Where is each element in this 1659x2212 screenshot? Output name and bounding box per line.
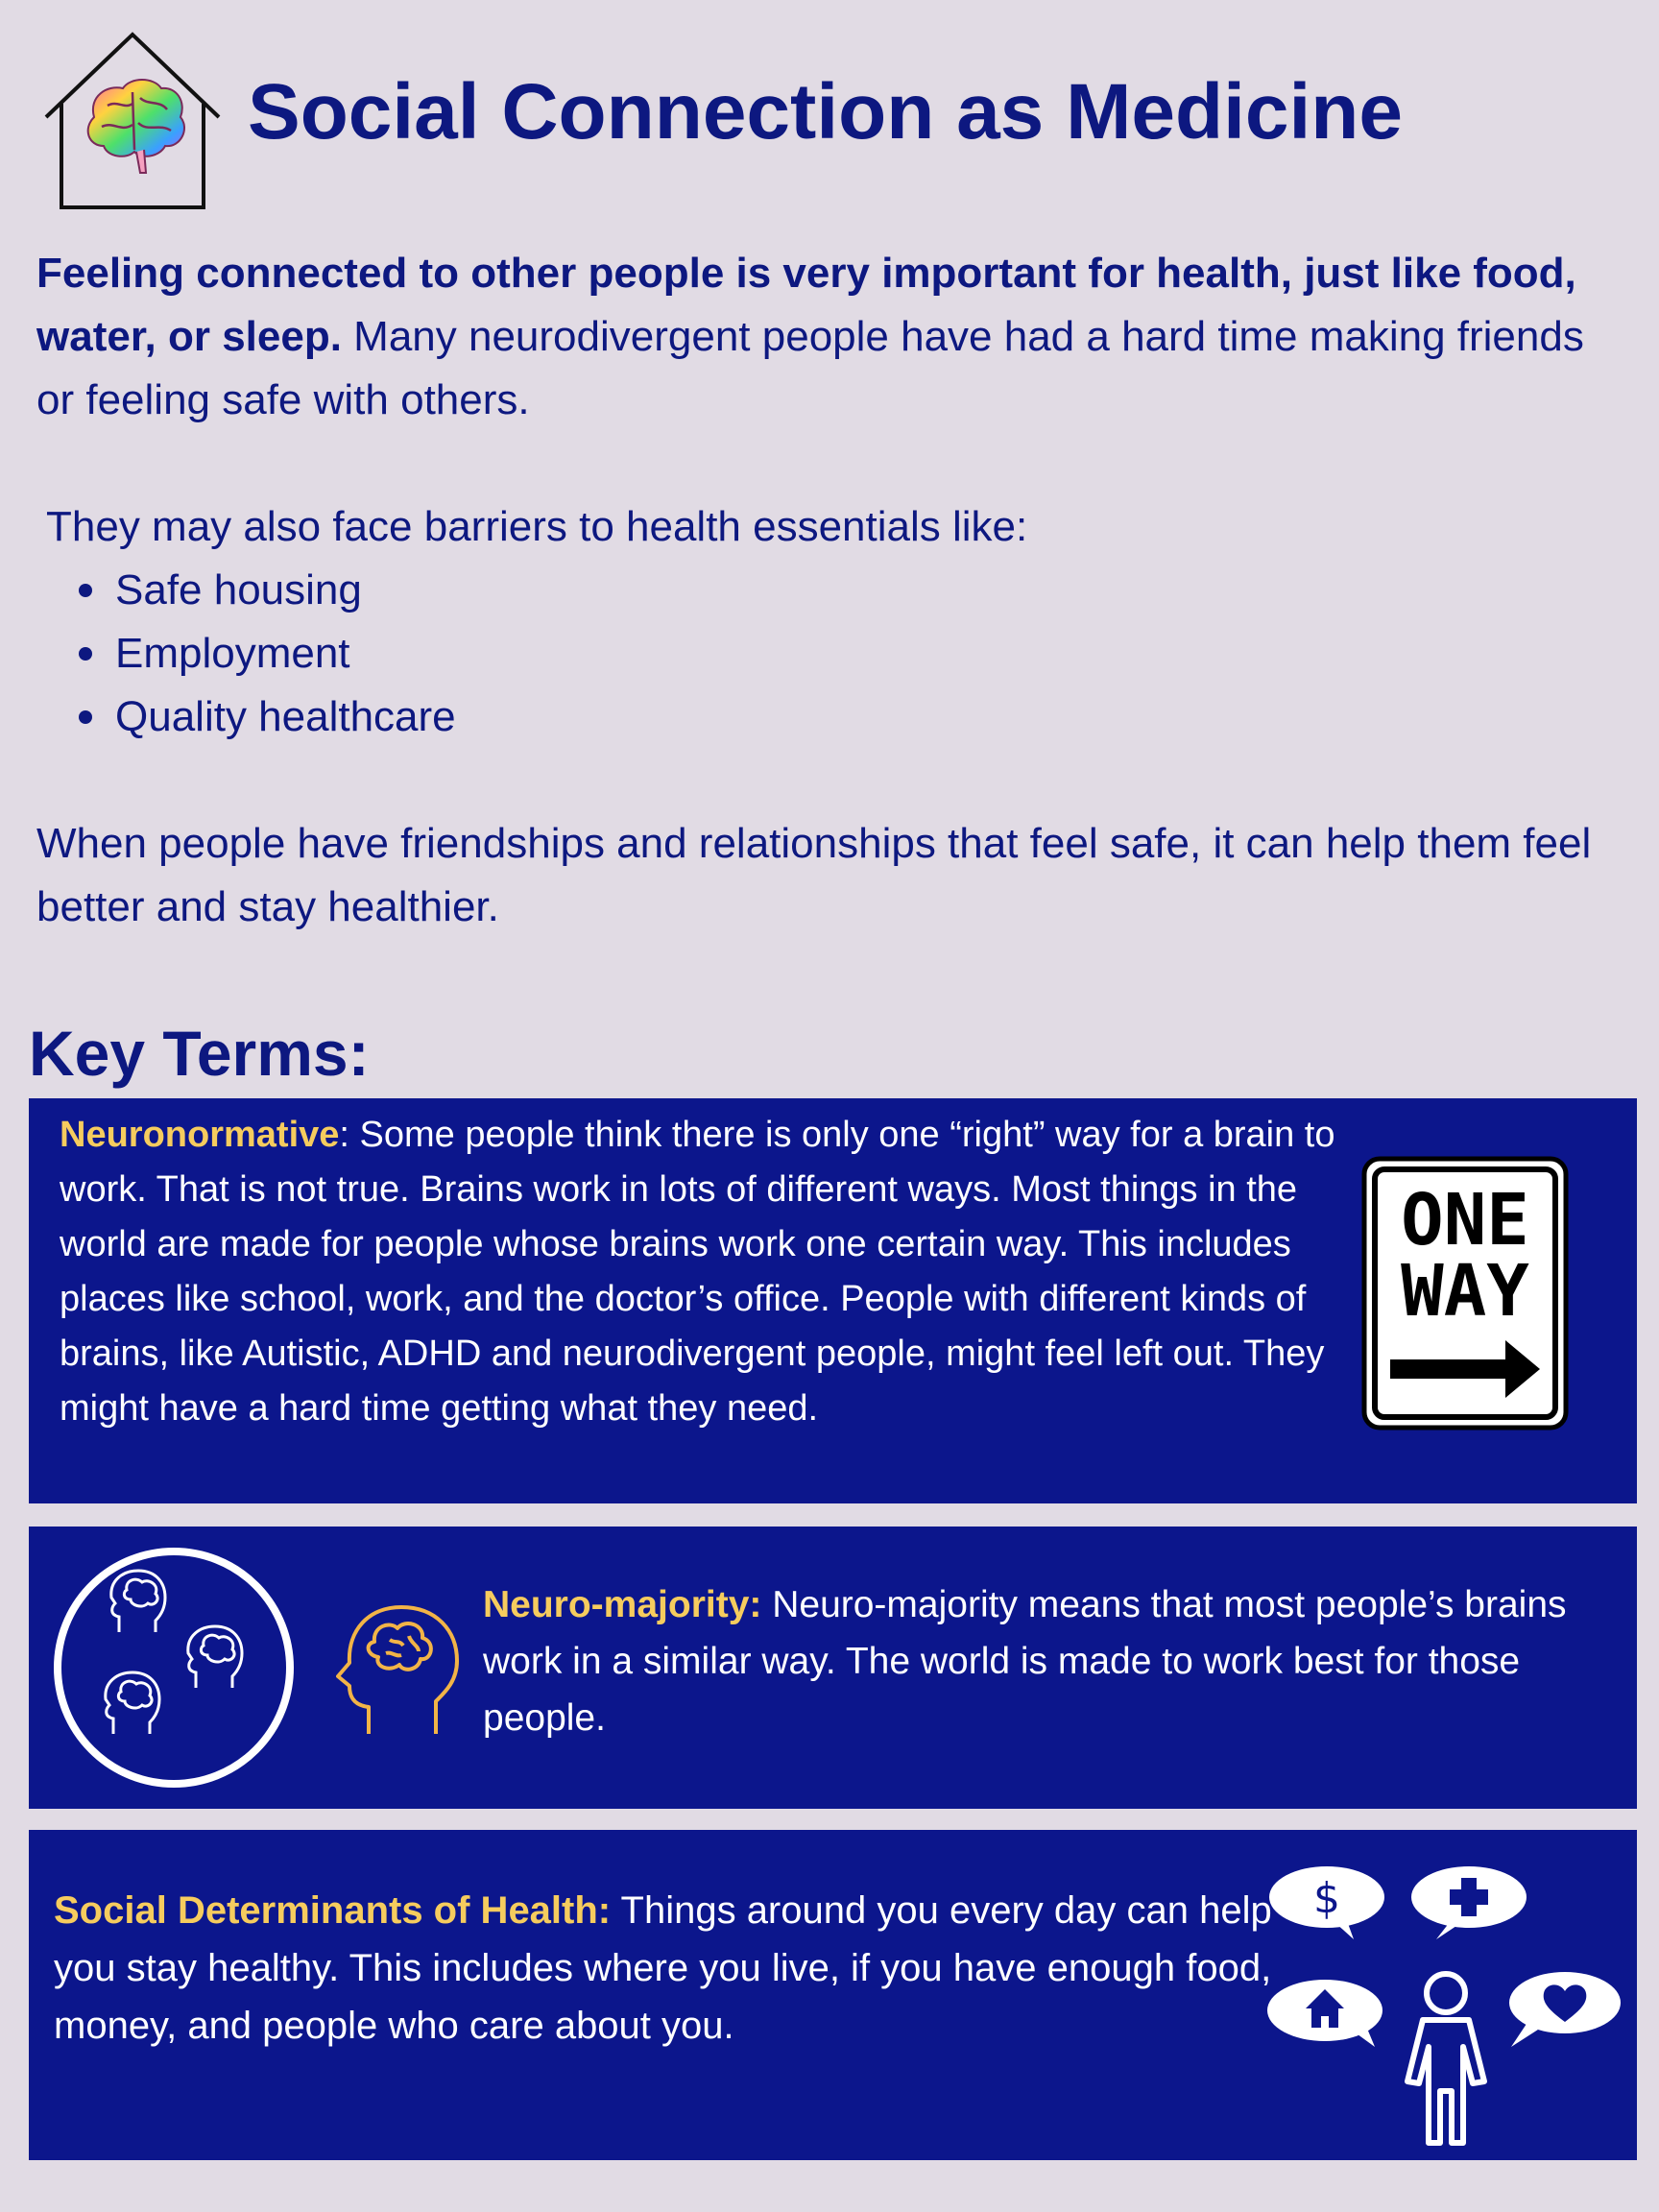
sdoh-definition xyxy=(54,1882,1283,2055)
head-brain-icon xyxy=(336,1601,461,1736)
page-title: Social Connection as Medicine xyxy=(248,68,1403,156)
bullet-icon xyxy=(79,647,92,661)
sdoh-card xyxy=(29,1830,1637,2160)
neuronormative-term: Neuronormative xyxy=(60,1115,340,1155)
bullet-icon xyxy=(79,710,92,724)
sign-line-one: ONE xyxy=(1401,1179,1529,1262)
barriers-lead: They may also face barriers to health essentials like: xyxy=(46,503,1028,550)
neuronormative-definition xyxy=(60,1108,1346,1436)
barriers-list xyxy=(75,559,456,749)
home-icon xyxy=(1267,1980,1382,2047)
list-item-label: Employment xyxy=(115,630,350,677)
sdoh-text: Things around you every day can help you stay healthy. This includes where you live, if you have enough food, money, and people who care about you. xyxy=(54,1889,1272,2047)
list-item xyxy=(75,685,456,749)
person-icon xyxy=(1407,1974,1484,2143)
neuronormative-text: : Some people think there is only one “right” way for a brain to work. That is not true. Brains work in lots of different ways. Most things in the world are made for people whose brains work one certain way. This includes places like school, work, and the doctor’s office. People with different kinds of brains, like Autistic, ADHD and neurodivergent people, might feel left out. They might have a hard time getting what they need. xyxy=(60,1115,1335,1429)
sign-line-two: WAY xyxy=(1401,1250,1529,1333)
house-brain-icon xyxy=(40,29,225,213)
heart-icon xyxy=(1509,1972,1621,2047)
neuro-majority-definition xyxy=(483,1576,1616,1746)
brains-circle-icon xyxy=(52,1546,296,1790)
list-item-label: Quality healthcare xyxy=(115,693,456,740)
one-way-sign-icon xyxy=(1361,1156,1569,1431)
list-item xyxy=(75,622,456,685)
intro-text: Many neurodivergent people have had a hard time making friends or feeling safe with others. xyxy=(36,313,1584,423)
medical-cross-icon xyxy=(1411,1866,1527,1939)
list-item xyxy=(75,559,456,622)
list-item-label: Safe housing xyxy=(115,566,362,613)
intro-bold-text: Feeling connected to other people is very important for health, just like food, water, or sleep. xyxy=(36,250,1576,360)
sdoh-term: Social Determinants of Health: xyxy=(54,1889,612,1932)
dollar-icon xyxy=(1269,1866,1384,1939)
intro-paragraph xyxy=(36,242,1630,432)
bullet-icon xyxy=(79,584,92,597)
sdoh-icons xyxy=(1267,1859,1623,2147)
neuronormative-card xyxy=(29,1098,1637,1503)
key-terms-heading: Key Terms: xyxy=(29,1018,370,1089)
svg-text:$: $ xyxy=(1313,1874,1340,1923)
closing-paragraph: When people have friendships and relationships that feel safe, it can help them feel better and stay healthier. xyxy=(36,820,1592,930)
neuro-majority-term: Neuro-majority: xyxy=(483,1584,762,1625)
neuro-majority-text: Neuro-majority means that most people’s brains work in a similar way. The world is made to work best for those people. xyxy=(483,1584,1567,1739)
neuro-majority-card xyxy=(29,1527,1637,1809)
